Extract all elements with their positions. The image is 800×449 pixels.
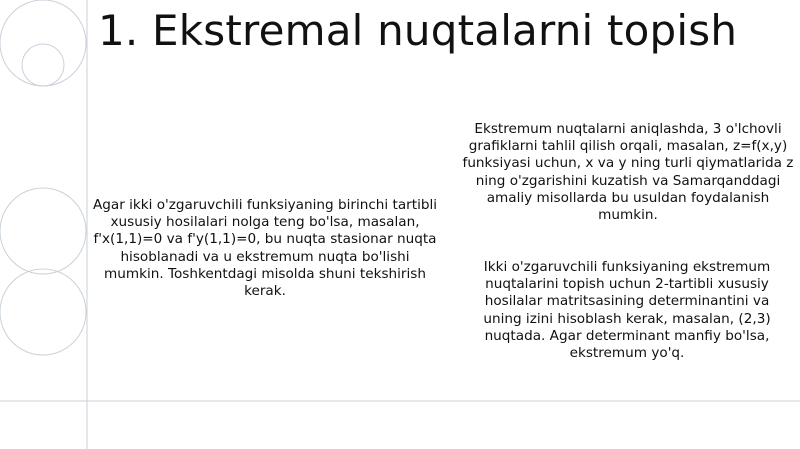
decoration-circle-small-top — [22, 44, 64, 86]
decoration-circle-large-top — [0, 0, 86, 86]
paragraph-left: Agar ikki o'zgaruvchili funksiyaning birinchi tartibli xususiy hosilalari nolga teng bo'lsa, masalan, f'x(1,1)=0 va f'y(1,1)=0, bu nuqta stasionar nuqta hisoblanadi va u ekstremum nuqta bo'lishi mumkin. Toshkentdagi misolda shuni tekshirish kerak. — [92, 197, 438, 300]
paragraph-right-top: Ekstremum nuqtalarni aniqlashda, 3 o'lchovli grafiklarni tahlil qilish orqali, masalan, z=f(x,y) funksiyasi uchun, x va y ning turli qiymatlarida z ning o'zgarishini kuzatish va Samarqanddagi amaliy misollarda bu usuldan foydalanish mumkin. — [462, 121, 794, 224]
decoration-circle-middle — [0, 188, 86, 274]
decoration-circle-bottom — [0, 269, 86, 355]
paragraph-right-bottom: Ikki o'zgaruvchili funksiyaning ekstremum nuqtalarini topish uchun 2-tartibli xususiy hosilalar matritsasining determinantini va uning izini hisoblash kerak, masalan, (2,3) nuqtada. Agar determinant manfiy bo'lsa, ekstremum yo'q. — [483, 259, 771, 362]
slide-title: 1. Ekstremal nuqtalarni topish — [98, 6, 738, 55]
